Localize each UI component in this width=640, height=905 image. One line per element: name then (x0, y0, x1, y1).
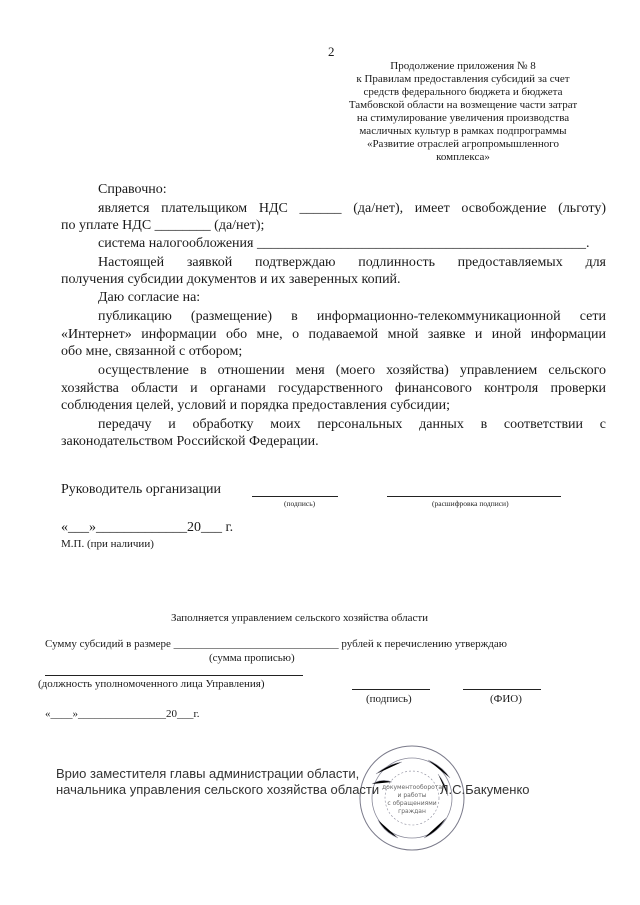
date-line: «___»_____________20___ г. (61, 520, 234, 535)
inspection-line-2: хозяйства области и органами государственного финансового контроля проверки (61, 381, 606, 396)
appendix-line: комплекса» (436, 151, 490, 163)
vat-line-1: является плательщиком НДС ______ (да/нет), имеет освобождение (льготу) (98, 201, 606, 216)
stamp-note: М.П. (при наличии) (61, 538, 154, 550)
department-date-line: «____»________________20___г. (45, 708, 200, 720)
appendix-line: Тамбовской области на возмещение части затрат (348, 99, 578, 111)
department-fio-line (463, 689, 541, 690)
appendix-line: Продолжение приложения № 8 (390, 60, 536, 72)
appendix-line: на стимулирование увеличения производства (356, 112, 570, 124)
confirm-line-2: получения субсидии документов и их заверенных копий. (61, 272, 401, 287)
stamp-line: с обращениями (387, 800, 437, 807)
info-heading: Справочно: (98, 182, 167, 197)
appendix-line: «Развитие отраслей агропромышленного (366, 138, 560, 150)
department-signature-caption: (подпись) (366, 693, 412, 705)
personal-data-line-2: законодательством Российской Федерации. (61, 434, 319, 449)
appendix-line: средств федерального бюджета и бюджета (363, 86, 563, 98)
subsidy-sum-line: Сумму субсидий в размере ______________________________ рублей к перечислению утверждаю (45, 638, 507, 650)
vat-line-2: по уплате НДС ________ (да/нет); (61, 218, 265, 233)
head-label: Руководитель организации (61, 482, 221, 497)
publication-line-1: публикацию (размещение) в информационно-телекоммуникационной сети (98, 309, 606, 324)
page-number: 2 (328, 44, 335, 59)
sum-caption: (сумма прописью) (209, 652, 295, 664)
publication-line-2: «Интернет» информации обо мне, о подаваемой мной заявке и иной информации (61, 327, 606, 342)
signer-position-line-2: начальника управления сельского хозяйства области (56, 782, 380, 797)
position-line (45, 675, 303, 676)
department-signature-line (352, 689, 430, 690)
appendix-line: к Правилам предоставления субсидий за счет (356, 73, 570, 85)
signature-caption: (подпись) (284, 499, 316, 508)
decode-line (387, 496, 561, 497)
appendix-heading (318, 60, 608, 164)
department-fio-caption: (ФИО) (490, 693, 522, 705)
stamp-line: документооборота (382, 784, 442, 791)
official-seal-stamp (358, 744, 466, 852)
confirm-line-1: Настоящей заявкой подтверждаю подлинность предоставляемых для (98, 255, 606, 270)
inspection-line-3: соблюдения целей, условий и порядка предоставления субсидии; (61, 398, 450, 413)
stamp-line: и работы (397, 792, 427, 799)
inspection-line-1: осуществление в отношении меня (моего хозяйства) управлением сельского (98, 363, 606, 378)
signature-line (252, 496, 338, 497)
stamp-line: граждан (398, 808, 426, 815)
appendix-line: масличных культур в рамках подпрограммы (359, 125, 567, 137)
department-section-title: Заполняется управлением сельского хозяйства области (171, 612, 429, 624)
tax-system-line: система налогообложения _______________________________________________. (98, 236, 590, 251)
position-caption: (должность уполномоченного лица Управления) (38, 678, 265, 690)
signer-position-line-1: Врио заместителя главы администрации области, (56, 766, 360, 781)
personal-data-line-1: передачу и обработку моих персональных данных в соответствии с (98, 417, 606, 432)
signer-name: Л.С.Бакуменко (440, 782, 530, 797)
publication-line-3: обо мне, связанной с отбором; (61, 344, 243, 359)
decode-caption: (расшифровка подписи) (432, 499, 509, 508)
consent-heading: Даю согласие на: (98, 290, 201, 305)
